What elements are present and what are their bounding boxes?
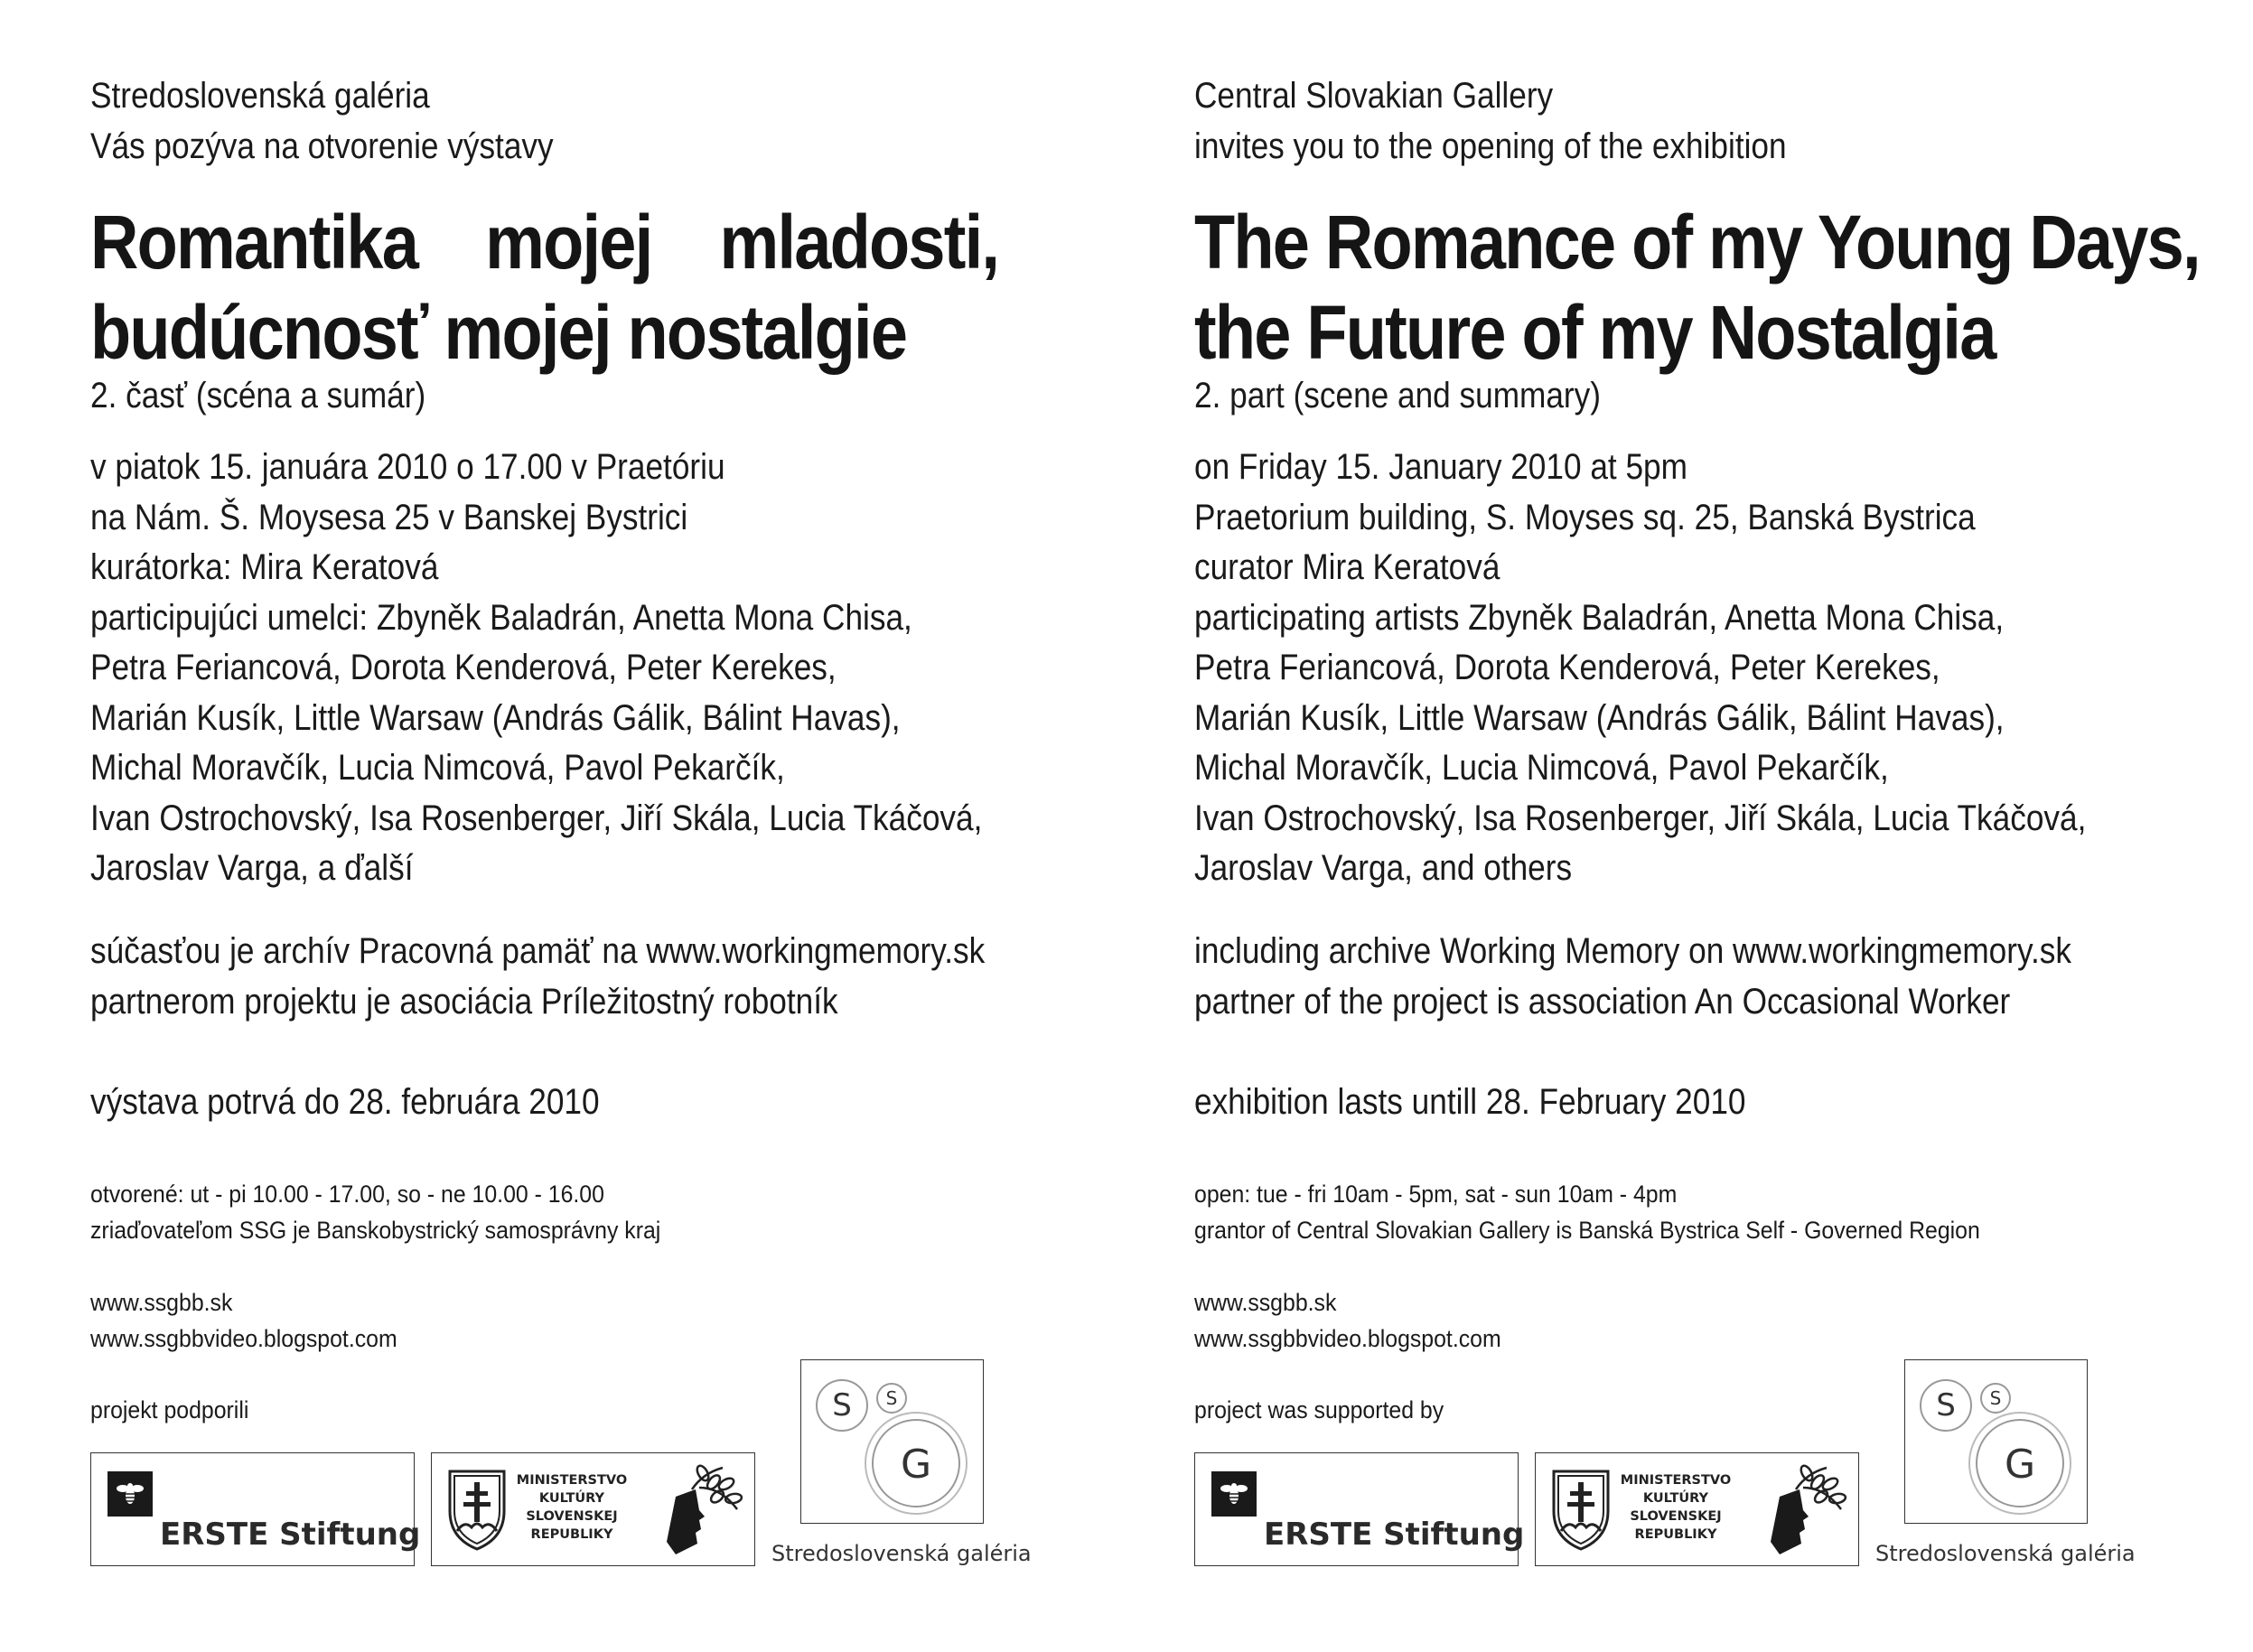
detail-line: curator Mira Keratová xyxy=(1194,547,1500,587)
website-link[interactable]: www.ssgbbvideo.blogspot.com xyxy=(1194,1325,1501,1352)
detail-line: Ivan Ostrochovský, Isa Rosenberger, Jiří Skála, Lucia Tkáčová, xyxy=(1194,798,2087,838)
ssg-letter: S xyxy=(832,1387,852,1423)
title-line: Romantika mojej mladosti, xyxy=(90,200,999,285)
erste-name: ERSTE Stiftung xyxy=(1264,1517,1525,1553)
website-link[interactable]: www.ssgbb.sk xyxy=(90,1289,233,1316)
supported-by-label: project was supported by xyxy=(1194,1396,1444,1423)
erste-stiftung-logo xyxy=(1194,1452,1525,1566)
opening-hours xyxy=(1194,1176,1980,1248)
detail-line: participujúci umelci: Zbyněk Baladrán, Anetta Mona Chisa, xyxy=(90,597,912,638)
archive-line: including archive Working Memory on www.workingmemory.sk xyxy=(1194,931,2071,971)
ssg-logo xyxy=(1904,1359,2088,1524)
hours-line: open: tue - fri 10am - 5pm, sat - sun 10am - 4pm xyxy=(1194,1181,1678,1208)
detail-line: participating artists Zbyněk Baladrán, Anetta Mona Chisa, xyxy=(1194,597,2005,638)
partner-line: partner of the project is association An Occasional Worker xyxy=(1194,981,2011,1022)
intro xyxy=(90,70,554,172)
exhibition-duration: exhibition lasts untill 28. February 2010 xyxy=(1194,1082,1746,1122)
archive-line: súčasťou je archív Pracovná pamäť na www.workingmemory.sk xyxy=(90,931,986,971)
invitation-line: invites you to the opening of the exhibition xyxy=(1194,126,1787,166)
part-subtitle: 2. part (scene and summary) xyxy=(1194,376,1601,415)
event-details xyxy=(90,443,982,894)
ministry-of-culture-logo xyxy=(431,1452,755,1566)
ssg-circles-icon xyxy=(801,1360,985,1525)
detail-line: Ivan Ostrochovský, Isa Rosenberger, Jiří Skála, Lucia Tkáčová, xyxy=(90,798,983,838)
exhibition-duration: výstava potrvá do 28. februára 2010 xyxy=(90,1082,600,1122)
detail-line: Praetorium building, S. Moyses sq. 25, Banská Bystrica xyxy=(1194,497,1976,537)
detail-line: Jaroslav Varga, and others xyxy=(1194,848,1573,888)
website-link[interactable]: www.ssgbbvideo.blogspot.com xyxy=(90,1325,397,1352)
detail-line: Marián Kusík, Little Warsaw (András Gálik, Bálint Havas), xyxy=(90,697,901,738)
slovak-crest-icon xyxy=(444,1466,509,1553)
title-line: budúcnosť mojej nostalgie xyxy=(90,290,907,375)
opening-hours xyxy=(90,1176,660,1248)
supported-by-label: projekt podporili xyxy=(90,1396,249,1423)
title-line: The Romance of my Young Days, xyxy=(1194,200,2200,285)
detail-line: Michal Moravčík, Lucia Nimcová, Pavol Pekarčík, xyxy=(90,748,785,788)
ministry-name: MINISTERSTVO KULTÚRY SLOVENSKEJ REPUBLIKY xyxy=(516,1473,628,1542)
detail-line: Petra Feriancová, Dorota Kenderová, Peter Kerekes, xyxy=(90,648,837,687)
ssg-logo xyxy=(800,1359,984,1524)
slovak-crest-icon xyxy=(1548,1466,1613,1553)
detail-line: Marián Kusík, Little Warsaw (András Gálik, Bálint Havas), xyxy=(1194,697,2005,738)
ministry-name: MINISTERSTVO KULTÚRY SLOVENSKEJ REPUBLIKY xyxy=(1620,1473,1732,1542)
erste-stiftung-logo xyxy=(90,1452,421,1566)
event-details xyxy=(1194,443,2086,894)
ssg-letter: S xyxy=(1936,1387,1956,1423)
part-subtitle: 2. časť (scéna a sumár) xyxy=(90,376,426,415)
detail-line: v piatok 15. januára 2010 o 17.00 v Praetóriu xyxy=(90,447,725,487)
slovak-column xyxy=(90,0,1174,1652)
ministry-of-culture-logo xyxy=(1535,1452,1859,1566)
detail-line: on Friday 15. January 2010 at 5pm xyxy=(1194,447,1687,487)
websites xyxy=(1194,1284,1501,1357)
grantor-line: zriaďovateľom SSG je Banskobystrický samosprávny kraj xyxy=(90,1217,661,1244)
gallery-name: Stredoslovenská galéria xyxy=(90,76,430,116)
hours-line: otvorené: ut - pi 10.00 - 17.00, so - ne 10.00 - 16.00 xyxy=(90,1181,604,1208)
detail-line: Michal Moravčík, Lucia Nimcová, Pavol Pekarčík, xyxy=(1194,748,1889,788)
grantor-line: grantor of Central Slovakian Gallery is Banská Bystrica Self - Governed Region xyxy=(1194,1217,1980,1244)
ssg-circles-icon xyxy=(1905,1360,2089,1525)
detail-line: Petra Feriancová, Dorota Kenderová, Peter Kerekes, xyxy=(1194,648,1940,687)
detail-line: na Nám. Š. Moysesa 25 v Banskej Bystrici xyxy=(90,497,688,537)
ssg-caption: Stredoslovenská galéria xyxy=(1875,1541,2136,1566)
archive-info xyxy=(1194,927,2071,1027)
ssg-caption: Stredoslovenská galéria xyxy=(771,1541,1032,1566)
exhibition-title xyxy=(90,197,998,378)
website-link[interactable]: www.ssgbb.sk xyxy=(1194,1289,1337,1316)
ssg-letter: G xyxy=(900,1442,932,1488)
gallery-name: Central Slovakian Gallery xyxy=(1194,76,1554,116)
ssg-letter: S xyxy=(885,1387,898,1409)
partner-line: partnerom projektu je asociácia Príležitostný robotník xyxy=(90,981,838,1022)
archive-info xyxy=(90,927,985,1027)
intro xyxy=(1194,70,1787,172)
invitation-line: Vás pozýva na otvorenie výstavy xyxy=(90,126,554,166)
detail-line: Jaroslav Varga, a ďalší xyxy=(90,848,414,888)
erste-name: ERSTE Stiftung xyxy=(160,1517,421,1553)
ssg-letter: S xyxy=(1989,1387,2002,1409)
bee-icon xyxy=(108,1471,153,1517)
laurel-profile-icon xyxy=(1744,1461,1852,1560)
laurel-profile-icon xyxy=(640,1461,748,1560)
websites xyxy=(90,1284,397,1357)
title-line: the Future of my Nostalgia xyxy=(1194,290,1996,375)
english-column xyxy=(1194,0,2253,1652)
ssg-letter: G xyxy=(2004,1442,2036,1488)
exhibition-title xyxy=(1194,197,2200,378)
bee-icon xyxy=(1211,1471,1257,1517)
detail-line: kurátorka: Mira Keratová xyxy=(90,547,439,587)
